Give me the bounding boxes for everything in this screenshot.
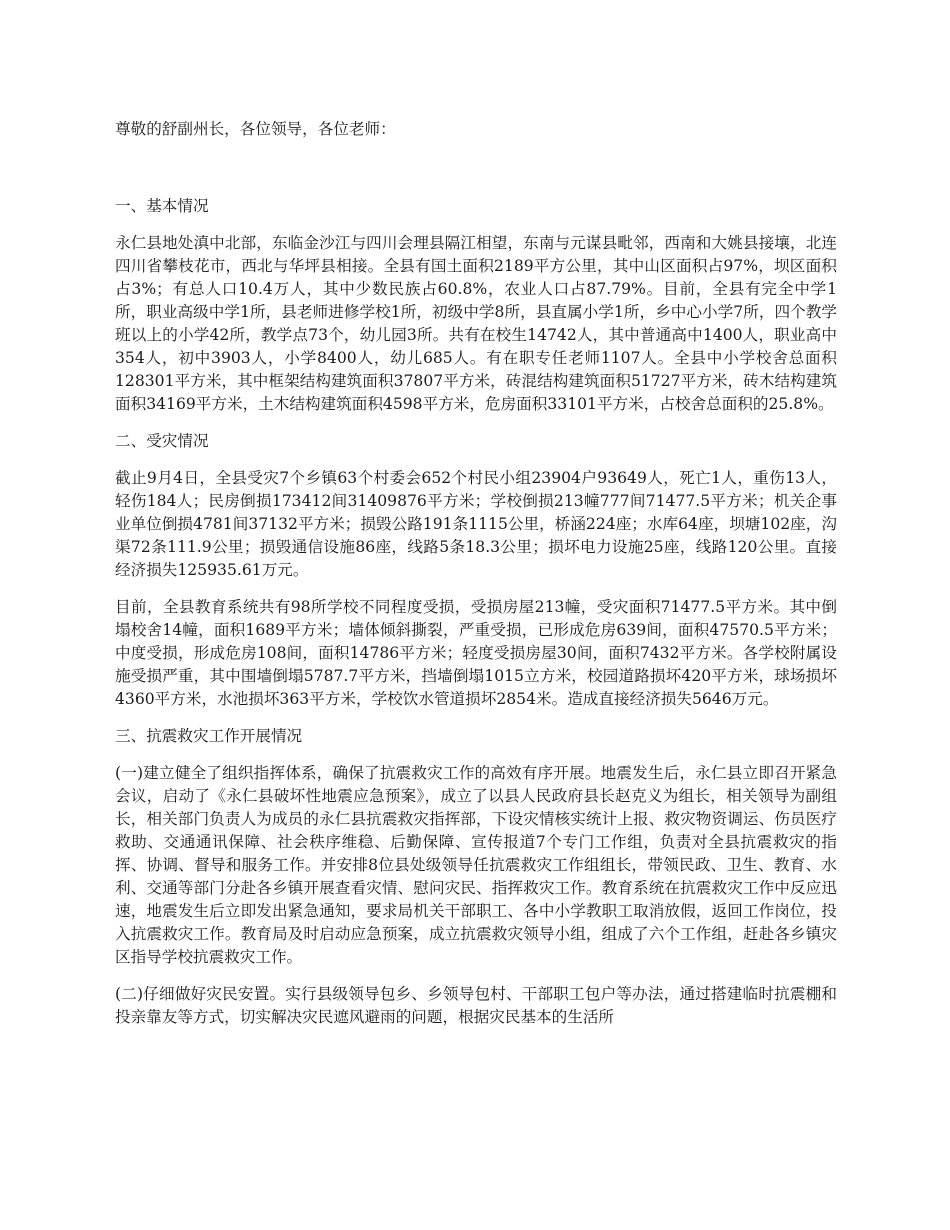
section-heading-disaster: 二、受灾情况: [115, 432, 209, 450]
paragraph-basic-situation: 永仁县地处滇中北部，东临金沙江与四川会理县隔江相望，东南与元谋县毗邻，西南和大姚县接壤，北连四川省攀枝花市，西北与华坪县相接。全县有国土面积2189平方公里，其中山区面积占97%，坝区面积占3%；有总人口10.4万人，其中少数民族占60.8%，农业人口占87.79%。目前，全县有完全中学1所，职业高级中学1所，县老师进修学校1所，初级中学8所，县直属小学1所，乡中心小学7所，四个教学班以上的小学42所，教学点73个，幼儿园3所。共有在校生14742人，其中普通高中1400人，职业高中354人，初中3903人，小学8400人，幼儿685人。有在职专任老师1107人。全县中小学校舍总面积128301平方米，其中框架结构建筑面积37807平方米，砖混结构建筑面积51727平方米，砖木结构建筑面积34169平方米，土木结构建筑面积4598平方米，危房面积33101平方米，占校舍总面积的25.8%。: [115, 234, 837, 413]
paragraph-disaster-education: 目前，全县教育系统共有98所学校不同程度受损，受损房屋213幢，受灾面积71477.5平方米。其中倒塌校舍14幢，面积1689平方米；墙体倾斜撕裂，严重受损，已形成危房639间，面积47570.5平方米；中度受损，形成危房108间，面积14786平方米；轻度受损房屋30间，面积7432平方米。各学校附属设施受损严重，其中围墙倒塌5787.7平方米，挡墙倒塌1015立方米，校园道路损坏420平方米，球场损坏4360平方米，水池损坏363平方米，学校饮水管道损坏2854米。造成直接经济损失5646万元。: [115, 598, 837, 708]
paragraph-relief-organization: (一)建立健全了组织指挥体系，确保了抗震救灾工作的高效有序开展。地震发生后，永仁县立即召开紧急会议，启动了《永仁县破坏性地震应急预案》，成立了以县人民政府县长赵克义为组长，相关领导为副组长，相关部门负责人为成员的永仁县抗震救灾指挥部，下设灾情核实统计上报、救灾物资调运、伤员医疗救助、交通通讯保障、社会秩序维稳、后勤保障、宣传报道7个专门工作组，负责对全县抗震救灾的指挥、协调、督导和服务工作。并安排8位县处级领导任抗震救灾工作组组长，带领民政、卫生、教育、水利、交通等部门分赴各乡镇开展查看灾情、慰问灾民、指挥救灾工作。教育系统在抗震救灾工作中反应迅速，地震发生后立即发出紧急通知，要求局机关干部职工、各中小学教职工取消放假，返回工作岗位，投入抗震救灾工作。教育局及时启动应急预案，成立抗震救灾领导小组，组成了六个工作组，赶赴各乡镇灾区指导学校抗震救灾工作。: [115, 764, 837, 966]
document-page: [115, 118, 837, 1043]
paragraph-relief-resettlement: (二)仔细做好灾民安置。实行县级领导包乡、乡领导包村、干部职工包户等办法，通过搭建临时抗震棚和投亲靠友等方式，切实解决灾民遮风避雨的问题，根据灾民基本的生活所: [115, 985, 837, 1026]
section-heading-basic: 一、基本情况: [115, 197, 209, 215]
paragraph-disaster-county: 截止9月4日，全县受灾7个乡镇63个村委会652个村民小组23904户93649人，死亡1人，重伤13人，轻伤184人；民房倒损173412间31409876平方米；学校倒损213幢777间71477.5平方米；机关企事业单位倒损4781间37132平方米；损毁公路191条1115公里，桥涵224座；水库64座，坝塘102座，沟渠72条111.9公里；损毁通信设施86座，线路5条18.3公里；损坏电力设施25座，线路120公里。直接经济损失125935.61万元。: [115, 469, 837, 579]
section-heading-relief-work: 三、抗震救灾工作开展情况: [115, 727, 303, 745]
greeting: 尊敬的舒副州长，各位领导，各位老师：: [115, 120, 396, 138]
